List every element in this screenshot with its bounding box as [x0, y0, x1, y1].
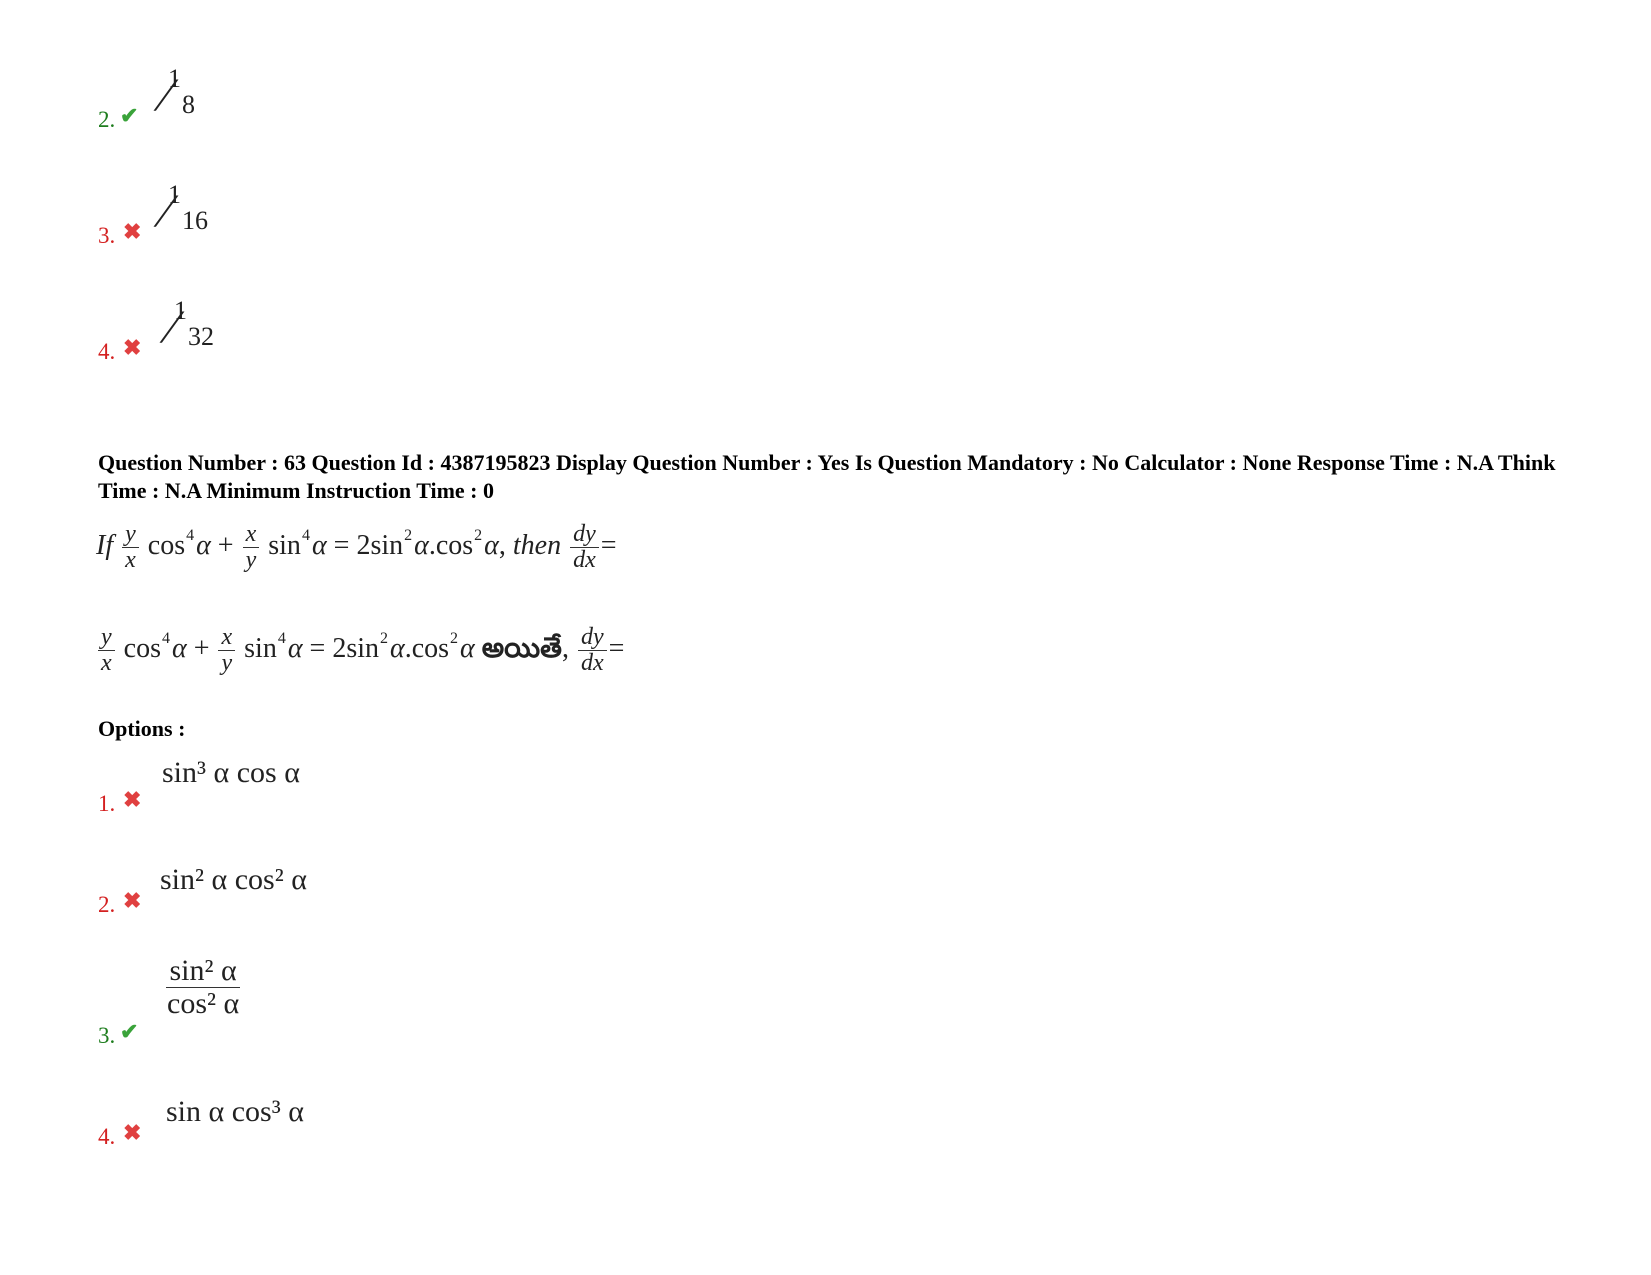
cross-icon: ✖	[123, 787, 142, 812]
question-meta: Question Number : 63 Question Id : 4387195823 Display Question Number : Yes Is Question Mandatory : No Calculator : None Response Time : N.A Think Time : N.A Minimum Instruction Time : 0	[98, 450, 1556, 503]
check-icon: ✔	[120, 1019, 139, 1044]
cross-icon: ✖	[123, 219, 142, 244]
cross-icon: ✖	[123, 335, 142, 360]
option-number: 1.	[98, 791, 116, 816]
check-icon: ✔	[120, 103, 139, 128]
option-expression: sin α cos³ α	[166, 1095, 304, 1128]
option-expression: sin² α cos² α	[160, 863, 307, 896]
options-label: Options :	[98, 716, 186, 741]
option-number: 4.	[98, 1124, 116, 1149]
option-fraction: 1 ⁄ 32	[168, 296, 214, 354]
option-number: 2.	[98, 892, 116, 917]
cross-icon: ✖	[123, 888, 142, 913]
option-expression: sin³ α cos α	[162, 756, 300, 789]
option-fraction: 1 ⁄ 16	[162, 180, 208, 238]
cross-icon: ✖	[123, 1120, 142, 1145]
option-number: 4.	[98, 339, 116, 364]
option-number: 3.	[98, 1023, 116, 1048]
option-number: 2.	[98, 107, 116, 132]
option-number: 3.	[98, 223, 116, 248]
option-fraction: 1 ⁄ 8	[162, 64, 195, 122]
option-fraction: $\frac{\text{sin² α}}{\text{cos² α}}$	[167, 954, 240, 1020]
question-stem-english: If $\frac{y}{x}$ $\cos^4\alpha$ + $\frac{x}{y}$ $\sin^4\alpha = 2\sin^2\alpha.\cos^2\alpha$, then $\frac{dy}{dx}$ =	[96, 521, 617, 574]
question-stem-telugu: $\frac{y}{x}$ $\cos^4\alpha$ + $\frac{x}{y}$ $\sin^4\alpha = 2\sin^2\alpha.\cos^2\alpha$ అయితే, $\frac{dy}{dx}$ =	[96, 625, 624, 676]
